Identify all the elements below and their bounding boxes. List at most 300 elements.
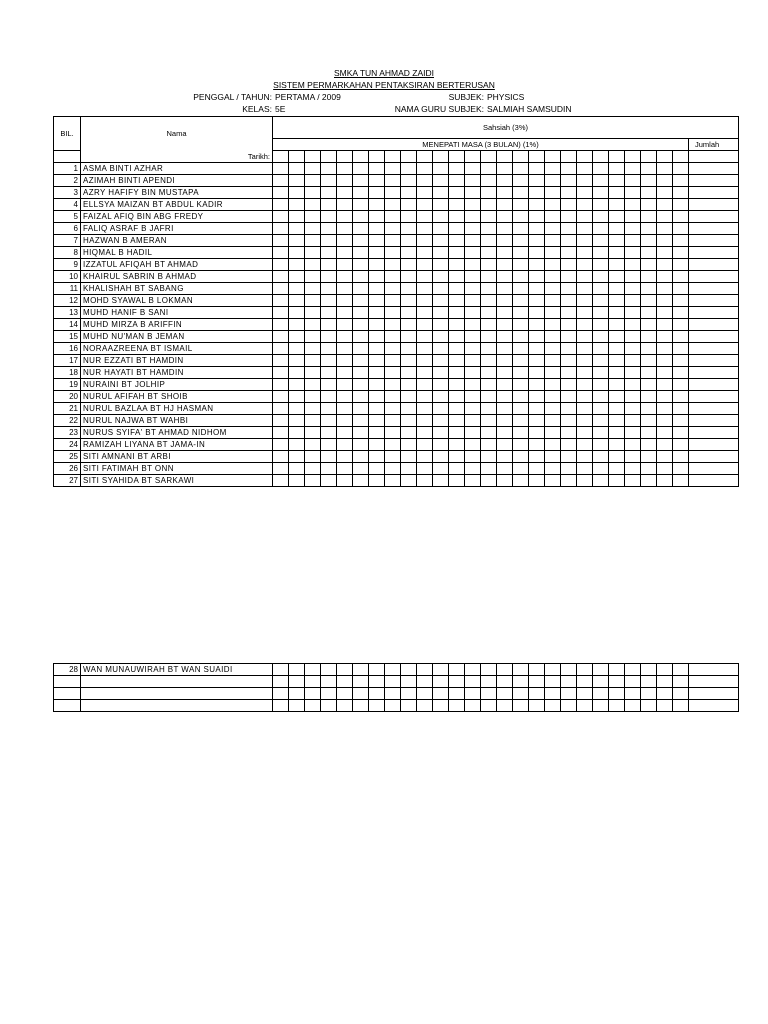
mark-cell[interactable] [673, 367, 689, 379]
mark-cell[interactable] [401, 463, 417, 475]
mark-cell[interactable] [353, 343, 369, 355]
mark-cell[interactable] [321, 391, 337, 403]
mark-cell[interactable] [529, 427, 545, 439]
mark-cell[interactable] [353, 355, 369, 367]
mark-cell[interactable] [337, 199, 353, 211]
mark-cell[interactable] [673, 391, 689, 403]
mark-cell[interactable] [353, 688, 369, 700]
mark-cell[interactable] [369, 355, 385, 367]
mark-cell[interactable] [353, 211, 369, 223]
mark-cell[interactable] [305, 307, 321, 319]
mark-cell[interactable] [641, 199, 657, 211]
mark-cell[interactable] [513, 223, 529, 235]
mark-cell[interactable] [497, 415, 513, 427]
mark-cell[interactable] [641, 688, 657, 700]
mark-cell[interactable] [321, 223, 337, 235]
mark-cell[interactable] [593, 271, 609, 283]
mark-cell[interactable] [369, 688, 385, 700]
mark-cell[interactable] [481, 163, 497, 175]
mark-cell[interactable] [401, 235, 417, 247]
mark-cell[interactable] [625, 439, 641, 451]
mark-cell[interactable] [417, 247, 433, 259]
mark-cell[interactable] [673, 379, 689, 391]
mark-cell[interactable] [417, 439, 433, 451]
mark-cell[interactable] [305, 187, 321, 199]
mark-cell[interactable] [401, 211, 417, 223]
mark-cell[interactable] [385, 307, 401, 319]
mark-cell[interactable] [433, 475, 449, 487]
mark-cell[interactable] [305, 379, 321, 391]
mark-cell[interactable] [625, 427, 641, 439]
mark-cell[interactable] [417, 367, 433, 379]
mark-cell[interactable] [609, 307, 625, 319]
mark-cell[interactable] [385, 676, 401, 688]
mark-cell[interactable] [353, 307, 369, 319]
mark-cell[interactable] [545, 223, 561, 235]
mark-cell[interactable] [641, 319, 657, 331]
mark-cell[interactable] [593, 223, 609, 235]
mark-cell[interactable] [369, 223, 385, 235]
mark-cell[interactable] [273, 367, 289, 379]
mark-cell[interactable] [609, 319, 625, 331]
mark-cell[interactable] [593, 295, 609, 307]
tarikh-date-cell[interactable] [529, 151, 545, 163]
mark-cell[interactable] [497, 331, 513, 343]
mark-cell[interactable] [401, 427, 417, 439]
mark-cell[interactable] [401, 187, 417, 199]
mark-cell[interactable] [481, 439, 497, 451]
mark-cell[interactable] [497, 664, 513, 676]
mark-cell[interactable] [401, 664, 417, 676]
mark-cell[interactable] [289, 367, 305, 379]
mark-cell[interactable] [369, 367, 385, 379]
mark-cell[interactable] [529, 664, 545, 676]
mark-cell[interactable] [433, 259, 449, 271]
mark-cell[interactable] [481, 295, 497, 307]
mark-cell[interactable] [273, 391, 289, 403]
mark-cell[interactable] [641, 379, 657, 391]
mark-cell[interactable] [641, 175, 657, 187]
mark-cell[interactable] [321, 175, 337, 187]
mark-cell[interactable] [337, 664, 353, 676]
mark-cell[interactable] [289, 259, 305, 271]
mark-cell[interactable] [641, 259, 657, 271]
mark-cell[interactable] [625, 475, 641, 487]
mark-cell[interactable] [497, 688, 513, 700]
mark-cell[interactable] [289, 415, 305, 427]
mark-cell[interactable] [561, 187, 577, 199]
mark-cell[interactable] [289, 664, 305, 676]
mark-cell[interactable] [657, 223, 673, 235]
mark-cell[interactable] [673, 676, 689, 688]
mark-cell[interactable] [369, 403, 385, 415]
mark-cell[interactable] [609, 175, 625, 187]
mark-cell[interactable] [305, 223, 321, 235]
mark-cell[interactable] [497, 427, 513, 439]
mark-cell[interactable] [657, 283, 673, 295]
mark-cell[interactable] [449, 367, 465, 379]
mark-cell[interactable] [561, 307, 577, 319]
mark-cell[interactable] [433, 307, 449, 319]
mark-cell[interactable] [353, 283, 369, 295]
mark-cell[interactable] [273, 223, 289, 235]
mark-cell[interactable] [577, 463, 593, 475]
mark-cell[interactable] [513, 403, 529, 415]
mark-cell[interactable] [657, 463, 673, 475]
mark-cell[interactable] [289, 331, 305, 343]
mark-cell[interactable] [369, 175, 385, 187]
mark-cell[interactable] [513, 319, 529, 331]
mark-cell[interactable] [321, 247, 337, 259]
mark-cell[interactable] [353, 235, 369, 247]
tarikh-date-cell[interactable] [321, 151, 337, 163]
mark-cell[interactable] [417, 676, 433, 688]
mark-cell[interactable] [433, 427, 449, 439]
mark-cell[interactable] [561, 259, 577, 271]
mark-cell[interactable] [417, 688, 433, 700]
mark-cell[interactable] [625, 391, 641, 403]
mark-cell[interactable] [417, 223, 433, 235]
jumlah-cell[interactable] [689, 175, 739, 187]
mark-cell[interactable] [561, 676, 577, 688]
mark-cell[interactable] [513, 415, 529, 427]
mark-cell[interactable] [321, 235, 337, 247]
mark-cell[interactable] [289, 427, 305, 439]
mark-cell[interactable] [545, 343, 561, 355]
tarikh-date-cell[interactable] [401, 151, 417, 163]
mark-cell[interactable] [561, 664, 577, 676]
mark-cell[interactable] [433, 367, 449, 379]
mark-cell[interactable] [545, 283, 561, 295]
mark-cell[interactable] [369, 391, 385, 403]
mark-cell[interactable] [625, 367, 641, 379]
mark-cell[interactable] [369, 676, 385, 688]
mark-cell[interactable] [481, 688, 497, 700]
mark-cell[interactable] [529, 199, 545, 211]
mark-cell[interactable] [305, 199, 321, 211]
mark-cell[interactable] [641, 187, 657, 199]
mark-cell[interactable] [641, 295, 657, 307]
mark-cell[interactable] [593, 451, 609, 463]
mark-cell[interactable] [625, 295, 641, 307]
mark-cell[interactable] [305, 688, 321, 700]
mark-cell[interactable] [545, 403, 561, 415]
mark-cell[interactable] [401, 175, 417, 187]
mark-cell[interactable] [385, 688, 401, 700]
mark-cell[interactable] [417, 700, 433, 712]
mark-cell[interactable] [417, 307, 433, 319]
mark-cell[interactable] [545, 187, 561, 199]
tarikh-date-cell[interactable] [609, 151, 625, 163]
mark-cell[interactable] [305, 271, 321, 283]
mark-cell[interactable] [337, 415, 353, 427]
mark-cell[interactable] [609, 247, 625, 259]
mark-cell[interactable] [273, 427, 289, 439]
mark-cell[interactable] [545, 211, 561, 223]
mark-cell[interactable] [465, 463, 481, 475]
mark-cell[interactable] [609, 664, 625, 676]
mark-cell[interactable] [305, 355, 321, 367]
mark-cell[interactable] [625, 355, 641, 367]
mark-cell[interactable] [417, 415, 433, 427]
mark-cell[interactable] [417, 664, 433, 676]
mark-cell[interactable] [369, 235, 385, 247]
mark-cell[interactable] [497, 163, 513, 175]
mark-cell[interactable] [513, 343, 529, 355]
mark-cell[interactable] [449, 283, 465, 295]
tarikh-date-cell[interactable] [305, 151, 321, 163]
mark-cell[interactable] [513, 295, 529, 307]
mark-cell[interactable] [433, 211, 449, 223]
mark-cell[interactable] [673, 247, 689, 259]
mark-cell[interactable] [369, 331, 385, 343]
mark-cell[interactable] [273, 415, 289, 427]
mark-cell[interactable] [385, 211, 401, 223]
mark-cell[interactable] [497, 235, 513, 247]
mark-cell[interactable] [529, 415, 545, 427]
mark-cell[interactable] [673, 235, 689, 247]
mark-cell[interactable] [561, 463, 577, 475]
mark-cell[interactable] [529, 307, 545, 319]
mark-cell[interactable] [625, 403, 641, 415]
mark-cell[interactable] [497, 367, 513, 379]
mark-cell[interactable] [497, 439, 513, 451]
jumlah-cell[interactable] [689, 403, 739, 415]
jumlah-cell[interactable] [689, 700, 739, 712]
mark-cell[interactable] [433, 163, 449, 175]
mark-cell[interactable] [465, 451, 481, 463]
mark-cell[interactable] [385, 259, 401, 271]
mark-cell[interactable] [289, 319, 305, 331]
jumlah-cell[interactable] [689, 463, 739, 475]
mark-cell[interactable] [401, 439, 417, 451]
mark-cell[interactable] [385, 271, 401, 283]
mark-cell[interactable] [609, 391, 625, 403]
mark-cell[interactable] [337, 271, 353, 283]
jumlah-cell[interactable] [689, 319, 739, 331]
mark-cell[interactable] [529, 676, 545, 688]
mark-cell[interactable] [417, 319, 433, 331]
mark-cell[interactable] [513, 163, 529, 175]
mark-cell[interactable] [561, 700, 577, 712]
mark-cell[interactable] [449, 187, 465, 199]
mark-cell[interactable] [513, 475, 529, 487]
jumlah-cell[interactable] [689, 295, 739, 307]
mark-cell[interactable] [337, 427, 353, 439]
mark-cell[interactable] [433, 676, 449, 688]
mark-cell[interactable] [673, 175, 689, 187]
mark-cell[interactable] [433, 283, 449, 295]
mark-cell[interactable] [609, 403, 625, 415]
mark-cell[interactable] [497, 199, 513, 211]
mark-cell[interactable] [433, 391, 449, 403]
mark-cell[interactable] [513, 451, 529, 463]
mark-cell[interactable] [641, 355, 657, 367]
mark-cell[interactable] [417, 271, 433, 283]
mark-cell[interactable] [385, 379, 401, 391]
mark-cell[interactable] [321, 463, 337, 475]
mark-cell[interactable] [657, 175, 673, 187]
mark-cell[interactable] [353, 199, 369, 211]
mark-cell[interactable] [625, 415, 641, 427]
mark-cell[interactable] [545, 379, 561, 391]
mark-cell[interactable] [337, 475, 353, 487]
mark-cell[interactable] [273, 199, 289, 211]
mark-cell[interactable] [657, 379, 673, 391]
mark-cell[interactable] [449, 307, 465, 319]
mark-cell[interactable] [417, 475, 433, 487]
mark-cell[interactable] [369, 163, 385, 175]
mark-cell[interactable] [545, 427, 561, 439]
mark-cell[interactable] [465, 664, 481, 676]
mark-cell[interactable] [273, 175, 289, 187]
mark-cell[interactable] [625, 451, 641, 463]
mark-cell[interactable] [641, 664, 657, 676]
mark-cell[interactable] [353, 700, 369, 712]
mark-cell[interactable] [321, 187, 337, 199]
mark-cell[interactable] [481, 283, 497, 295]
mark-cell[interactable] [545, 700, 561, 712]
mark-cell[interactable] [513, 187, 529, 199]
mark-cell[interactable] [273, 319, 289, 331]
mark-cell[interactable] [465, 427, 481, 439]
mark-cell[interactable] [305, 211, 321, 223]
mark-cell[interactable] [369, 439, 385, 451]
mark-cell[interactable] [561, 199, 577, 211]
mark-cell[interactable] [673, 223, 689, 235]
mark-cell[interactable] [545, 415, 561, 427]
mark-cell[interactable] [497, 211, 513, 223]
mark-cell[interactable] [593, 427, 609, 439]
mark-cell[interactable] [577, 475, 593, 487]
mark-cell[interactable] [641, 307, 657, 319]
mark-cell[interactable] [465, 379, 481, 391]
mark-cell[interactable] [593, 331, 609, 343]
mark-cell[interactable] [465, 283, 481, 295]
mark-cell[interactable] [353, 223, 369, 235]
mark-cell[interactable] [481, 307, 497, 319]
mark-cell[interactable] [513, 379, 529, 391]
mark-cell[interactable] [641, 676, 657, 688]
mark-cell[interactable] [337, 259, 353, 271]
mark-cell[interactable] [497, 319, 513, 331]
mark-cell[interactable] [657, 688, 673, 700]
mark-cell[interactable] [593, 247, 609, 259]
mark-cell[interactable] [593, 367, 609, 379]
mark-cell[interactable] [433, 439, 449, 451]
tarikh-date-cell[interactable] [641, 151, 657, 163]
mark-cell[interactable] [353, 676, 369, 688]
mark-cell[interactable] [465, 235, 481, 247]
mark-cell[interactable] [273, 259, 289, 271]
mark-cell[interactable] [321, 211, 337, 223]
mark-cell[interactable] [465, 247, 481, 259]
mark-cell[interactable] [273, 247, 289, 259]
mark-cell[interactable] [513, 664, 529, 676]
mark-cell[interactable] [337, 175, 353, 187]
mark-cell[interactable] [449, 319, 465, 331]
mark-cell[interactable] [465, 700, 481, 712]
mark-cell[interactable] [417, 403, 433, 415]
mark-cell[interactable] [641, 163, 657, 175]
mark-cell[interactable] [593, 211, 609, 223]
mark-cell[interactable] [465, 199, 481, 211]
jumlah-cell[interactable] [689, 187, 739, 199]
mark-cell[interactable] [577, 379, 593, 391]
mark-cell[interactable] [529, 391, 545, 403]
mark-cell[interactable] [481, 403, 497, 415]
mark-cell[interactable] [465, 307, 481, 319]
mark-cell[interactable] [337, 700, 353, 712]
mark-cell[interactable] [673, 355, 689, 367]
mark-cell[interactable] [353, 475, 369, 487]
mark-cell[interactable] [673, 283, 689, 295]
mark-cell[interactable] [657, 415, 673, 427]
mark-cell[interactable] [401, 199, 417, 211]
mark-cell[interactable] [305, 427, 321, 439]
mark-cell[interactable] [417, 391, 433, 403]
mark-cell[interactable] [449, 259, 465, 271]
mark-cell[interactable] [609, 439, 625, 451]
mark-cell[interactable] [449, 175, 465, 187]
mark-cell[interactable] [337, 379, 353, 391]
mark-cell[interactable] [609, 379, 625, 391]
mark-cell[interactable] [337, 451, 353, 463]
mark-cell[interactable] [369, 247, 385, 259]
mark-cell[interactable] [545, 676, 561, 688]
mark-cell[interactable] [593, 199, 609, 211]
mark-cell[interactable] [657, 319, 673, 331]
mark-cell[interactable] [657, 427, 673, 439]
mark-cell[interactable] [449, 355, 465, 367]
mark-cell[interactable] [433, 271, 449, 283]
mark-cell[interactable] [657, 451, 673, 463]
mark-cell[interactable] [545, 331, 561, 343]
mark-cell[interactable] [561, 439, 577, 451]
mark-cell[interactable] [609, 700, 625, 712]
mark-cell[interactable] [401, 676, 417, 688]
mark-cell[interactable] [401, 415, 417, 427]
mark-cell[interactable] [513, 271, 529, 283]
mark-cell[interactable] [657, 331, 673, 343]
mark-cell[interactable] [465, 163, 481, 175]
mark-cell[interactable] [561, 688, 577, 700]
mark-cell[interactable] [609, 451, 625, 463]
mark-cell[interactable] [673, 331, 689, 343]
tarikh-date-cell[interactable] [385, 151, 401, 163]
mark-cell[interactable] [497, 187, 513, 199]
tarikh-date-cell[interactable] [513, 151, 529, 163]
mark-cell[interactable] [401, 163, 417, 175]
mark-cell[interactable] [577, 688, 593, 700]
mark-cell[interactable] [385, 700, 401, 712]
mark-cell[interactable] [385, 343, 401, 355]
mark-cell[interactable] [289, 283, 305, 295]
mark-cell[interactable] [305, 439, 321, 451]
mark-cell[interactable] [593, 688, 609, 700]
mark-cell[interactable] [561, 223, 577, 235]
mark-cell[interactable] [289, 355, 305, 367]
mark-cell[interactable] [401, 319, 417, 331]
mark-cell[interactable] [353, 403, 369, 415]
mark-cell[interactable] [433, 187, 449, 199]
mark-cell[interactable] [449, 271, 465, 283]
mark-cell[interactable] [401, 700, 417, 712]
mark-cell[interactable] [465, 403, 481, 415]
mark-cell[interactable] [561, 367, 577, 379]
mark-cell[interactable] [561, 163, 577, 175]
mark-cell[interactable] [497, 463, 513, 475]
